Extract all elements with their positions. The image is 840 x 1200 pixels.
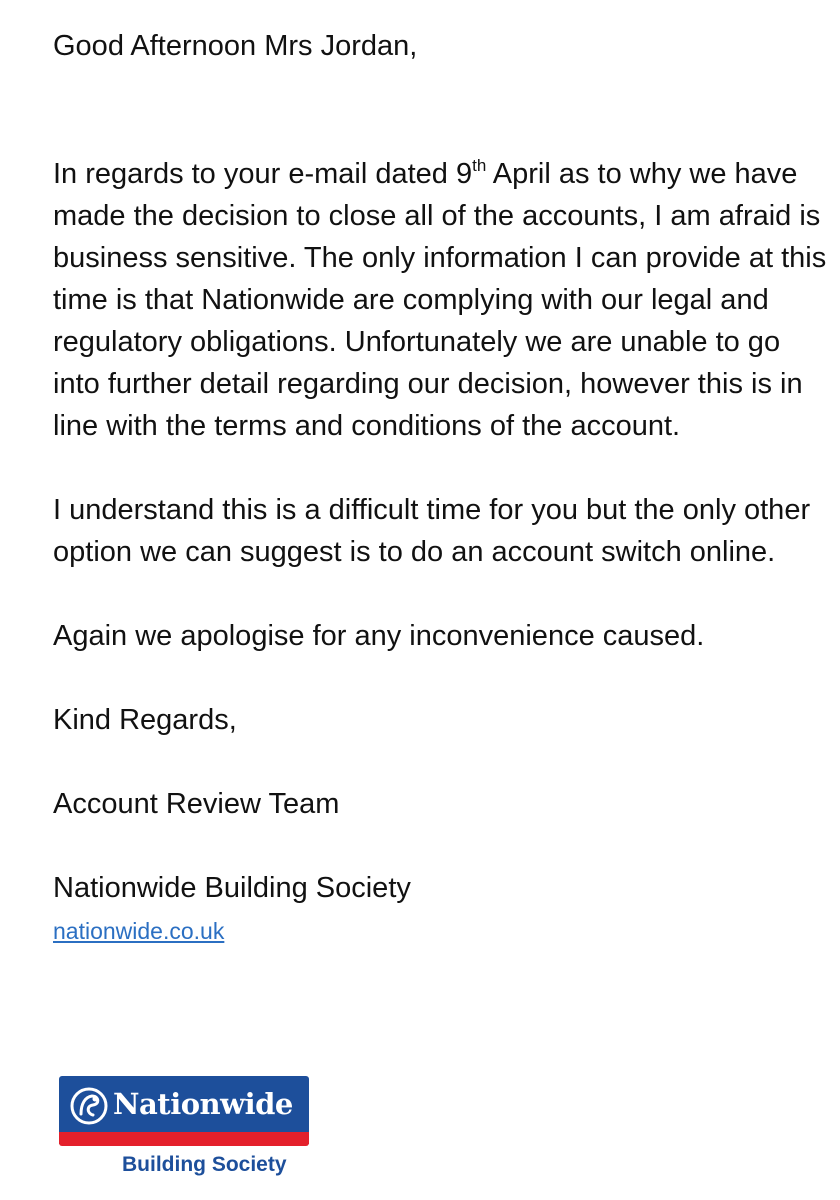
para1-rest: April as to why we have made the decision to close all of the accounts, I am afraid is business sensitive. The only information I can provide at this time is that Nationwide are complying with our legal and regulatory obligations. Unfortunately we are unable to go into further detail regarding our decision, however this is in line with the terms and conditions of the account. — [53, 158, 827, 442]
nationwide-emblem-icon — [67, 1084, 111, 1128]
sender-team: Account Review Team — [53, 788, 340, 820]
logo-wordmark: Nationwide — [113, 1087, 293, 1121]
email-body — [53, 0, 833, 951]
date-ordinal-suffix: th — [472, 156, 487, 175]
sender-organisation: Nationwide Building Society — [53, 872, 411, 904]
body-paragraph-2: I understand this is a difficult time for you but the only other option we can suggest is to do an account switch online. — [53, 494, 811, 568]
website-link[interactable]: nationwide.co.uk — [53, 918, 225, 944]
logo-tagline: Building Society — [122, 1153, 287, 1176]
body-paragraph-3: Again we apologise for any inconvenience caused. — [53, 620, 705, 652]
body-paragraph-1 — [53, 153, 833, 447]
greeting-line: Good Afternoon Mrs Jordan, — [53, 30, 418, 62]
logo-red-stripe — [59, 1132, 309, 1146]
nationwide-logo — [59, 1076, 309, 1186]
para1-start: In regards to your e-mail dated 9 — [53, 158, 473, 190]
sign-off: Kind Regards, — [53, 704, 237, 736]
